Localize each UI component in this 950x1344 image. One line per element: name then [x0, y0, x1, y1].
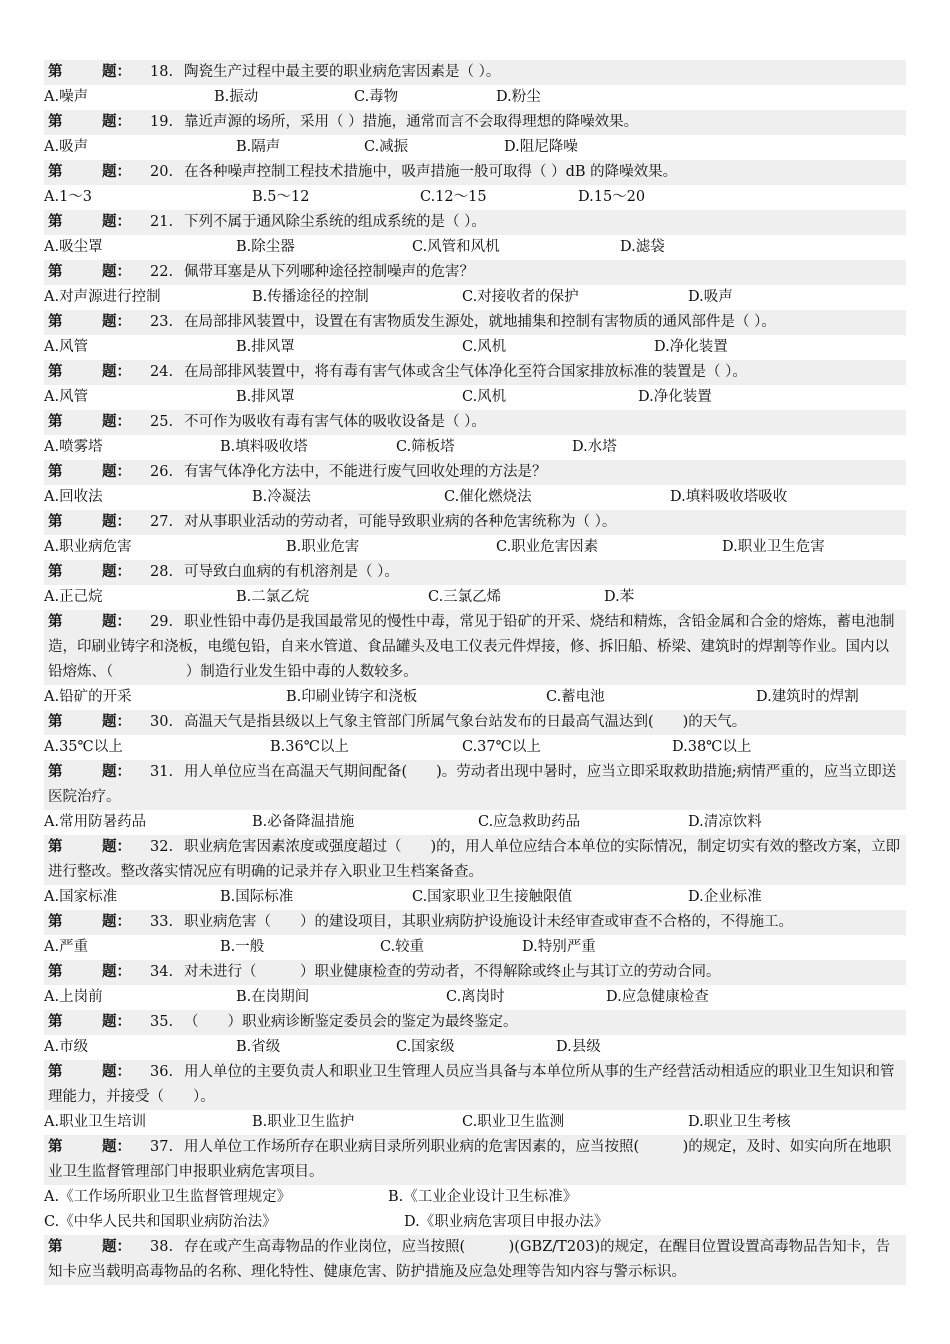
question-text: 佩带耳塞是从下列哪种途径控制噪声的危害？ [184, 264, 474, 280]
options-row [44, 185, 906, 210]
question-label-suffix: 题： [102, 314, 131, 330]
answer-option: C.37℃以上 [462, 739, 541, 755]
answer-option: B.振动 [214, 89, 259, 105]
question-label-suffix: 题： [102, 964, 131, 980]
options-row [44, 685, 906, 710]
question-stem [44, 835, 906, 885]
question-label: 第 [48, 64, 63, 80]
question-number: 33. [150, 914, 174, 930]
answer-option: A.国家标准 [44, 889, 118, 905]
question-text: 职业性铅中毒仍是我国最常见的慢性中毒，常见于铅矿的开采、烧结和精炼，含铅金属和合金的熔炼，蓄电池制造，印刷业铸字和浇板，电缆包铅，自来水管道、食品罐头及电工仪表元件焊接，修、拆旧船、桥梁、建筑时的焊割等作业。国内以铅熔炼、（ ）制造行业发生铅中毒的人数较多。 [48, 614, 895, 680]
question-stem [44, 60, 906, 85]
answer-option: C.12～15 [420, 189, 487, 205]
answer-option: B.《工业企业设计卫生标准》 [388, 1189, 578, 1205]
question-label: 第 [48, 214, 63, 230]
question-label: 第 [48, 964, 63, 980]
question-text: 下列不属于通风除尘系统的组成系统的是（ ）。 [184, 214, 486, 230]
options-row [44, 235, 906, 260]
answer-option: D.特别严重 [522, 939, 596, 955]
answer-option: D.吸声 [688, 289, 733, 305]
answer-option: C.国家职业卫生接触限值 [412, 889, 573, 905]
question-number: 24. [150, 364, 174, 380]
answer-option: B.必备降温措施 [252, 814, 355, 830]
question-text: 在局部排风装置中，设置在有害物质发生源处，就地捕集和控制有害物质的通风部件是（ ）。 [184, 314, 776, 330]
answer-option: A.职业卫生培训 [44, 1114, 147, 1130]
answer-option: D.应急健康检查 [606, 989, 709, 1005]
question-label-suffix: 题： [102, 164, 131, 180]
question-label-suffix: 题： [102, 414, 131, 430]
answer-option: A.上岗前 [44, 989, 103, 1005]
question-label-suffix: 题： [102, 714, 131, 730]
answer-option: D.建筑时的焊割 [756, 689, 859, 705]
options-row [44, 285, 906, 310]
answer-option: C.三氯乙烯 [428, 589, 502, 605]
question-number: 26. [150, 464, 174, 480]
options-row [44, 85, 906, 110]
question-stem [44, 110, 906, 135]
options-row [44, 135, 906, 160]
question-label-suffix: 题： [102, 1239, 131, 1255]
options-row [44, 385, 906, 410]
question-stem [44, 260, 906, 285]
question-label: 第 [48, 114, 63, 130]
answer-option: B.排风罩 [236, 389, 295, 405]
answer-option: C.较重 [380, 939, 425, 955]
question-label: 第 [48, 1064, 63, 1080]
question-label: 第 [48, 164, 63, 180]
answer-option: B.冷凝法 [252, 489, 311, 505]
question-label-suffix: 题： [102, 64, 131, 80]
question-label: 第 [48, 1139, 63, 1155]
options-row [44, 1185, 906, 1210]
answer-option: D.企业标准 [688, 889, 762, 905]
answer-option: C.《中华人民共和国职业病防治法》 [44, 1214, 277, 1230]
question-number: 31. [150, 764, 174, 780]
answer-option: D.滤袋 [620, 239, 665, 255]
question-label: 第 [48, 564, 63, 580]
answer-option: D.职业卫生考核 [688, 1114, 791, 1130]
question-number: 20. [150, 164, 174, 180]
answer-option: D.粉尘 [496, 89, 541, 105]
answer-option: A.职业病危害 [44, 539, 132, 555]
question-label-suffix: 题： [102, 1014, 131, 1030]
answer-option: C.风机 [462, 389, 507, 405]
answer-option: B.填料吸收塔 [220, 439, 308, 455]
question-text: 对未进行（ ）职业健康检查的劳动者，不得解除或终止与其订立的劳动合同。 [184, 964, 721, 980]
question-number: 32. [150, 839, 174, 855]
answer-option: B.除尘器 [236, 239, 295, 255]
question-stem [44, 360, 906, 385]
answer-option: B.印刷业铸字和浇板 [286, 689, 418, 705]
options-row [44, 1035, 906, 1060]
question-label: 第 [48, 514, 63, 530]
question-text: 用人单位的主要负责人和职业卫生管理人员应当具备与本单位所从事的生产经营活动相适应的职业卫生知识和管理能力，并接受（ ）。 [48, 1064, 895, 1105]
options-row [44, 935, 906, 960]
question-text: 用人单位工作场所存在职业病目录所列职业病的危害因素的，应当按照( )的规定，及时、如实向所在地职业卫生监督管理部门申报职业病危害项目。 [48, 1139, 892, 1180]
question-list [44, 60, 906, 1285]
answer-option: A.1～3 [44, 189, 93, 205]
answer-option: A.严重 [44, 939, 89, 955]
options-row [44, 735, 906, 760]
answer-option: A.对声源进行控制 [44, 289, 161, 305]
question-text: 用人单位应当在高温天气期间配备( )。劳动者出现中暑时，应当立即采取救助措施;病情严重的，应当立即送医院治疗。 [48, 764, 897, 805]
question-label: 第 [48, 464, 63, 480]
question-text: 对从事职业活动的劳动者，可能导致职业病的各种危害统称为（ ）。 [184, 514, 617, 530]
question-stem [44, 1060, 906, 1110]
answer-option: C.毒物 [354, 89, 399, 105]
answer-option: C.国家级 [396, 1039, 455, 1055]
question-label-suffix: 题： [102, 364, 131, 380]
question-text: 在局部排风装置中，将有毒有害气体或含尘气体净化至符合国家排放标准的装置是（ ）。 [184, 364, 747, 380]
answer-option: D.阻尼降噪 [504, 139, 578, 155]
question-label-suffix: 题： [102, 114, 131, 130]
question-label: 第 [48, 614, 63, 630]
question-text: 存在或产生高毒物品的作业岗位，应当按照( )(GBZ/T203)的规定，在醒目位置设置高毒物品告知卡，告知卡应当载明高毒物品的名称、理化特性、健康危害、防护措施及应急处理等告知内容与警示标识。 [48, 1239, 891, 1280]
answer-option: A.噪声 [44, 89, 89, 105]
answer-option: C.减振 [364, 139, 409, 155]
answer-option: B.传播途径的控制 [252, 289, 369, 305]
question-label: 第 [48, 264, 63, 280]
answer-option: B.职业危害 [286, 539, 360, 555]
question-label: 第 [48, 764, 63, 780]
answer-option: D.水塔 [572, 439, 617, 455]
options-row [44, 1210, 906, 1235]
question-stem [44, 410, 906, 435]
answer-option: B.职业卫生监护 [252, 1114, 355, 1130]
question-label: 第 [48, 364, 63, 380]
question-label-suffix: 题： [102, 264, 131, 280]
question-text: 职业病危害因素浓度或强度超过（ )的，用人单位应结合本单位的实际情况，制定切实有效的整改方案，立即进行整改。整改落实情况应有明确的记录并存入职业卫生档案备查。 [48, 839, 901, 880]
question-number: 36. [150, 1064, 174, 1080]
question-label-suffix: 题： [102, 214, 131, 230]
answer-option: D.清凉饮料 [688, 814, 762, 830]
options-row [44, 485, 906, 510]
question-number: 34. [150, 964, 174, 980]
question-stem [44, 510, 906, 535]
question-number: 37. [150, 1139, 174, 1155]
question-stem [44, 160, 906, 185]
question-label: 第 [48, 414, 63, 430]
answer-option: A.风管 [44, 389, 89, 405]
answer-option: C.风机 [462, 339, 507, 355]
question-number: 23. [150, 314, 174, 330]
question-number: 29. [150, 614, 174, 630]
answer-option: D.职业卫生危害 [722, 539, 825, 555]
question-number: 18. [150, 64, 174, 80]
answer-option: D.苯 [604, 589, 635, 605]
options-row [44, 985, 906, 1010]
question-stem [44, 460, 906, 485]
answer-option: A.35℃以上 [44, 739, 123, 755]
question-label: 第 [48, 1014, 63, 1030]
answer-option: D.净化装置 [654, 339, 728, 355]
answer-option: B.隔声 [236, 139, 281, 155]
answer-option: A.正己烷 [44, 589, 103, 605]
answer-option: A.吸尘罩 [44, 239, 103, 255]
question-stem [44, 1135, 906, 1185]
question-stem [44, 910, 906, 935]
answer-option: A.市级 [44, 1039, 89, 1055]
question-text: （ ）职业病诊断鉴定委员会的鉴定为最终鉴定。 [184, 1014, 518, 1030]
options-row [44, 1110, 906, 1135]
question-label-suffix: 题： [102, 1064, 131, 1080]
question-stem [44, 1010, 906, 1035]
question-label: 第 [48, 1239, 63, 1255]
options-row [44, 435, 906, 460]
answer-option: A.风管 [44, 339, 89, 355]
answer-option: C.职业卫生监测 [462, 1114, 565, 1130]
question-number: 25. [150, 414, 174, 430]
answer-option: C.应急救助药品 [478, 814, 581, 830]
question-label: 第 [48, 714, 63, 730]
question-number: 28. [150, 564, 174, 580]
question-stem [44, 960, 906, 985]
question-label-suffix: 题： [102, 764, 131, 780]
answer-option: D.净化装置 [638, 389, 712, 405]
question-label-suffix: 题： [102, 839, 131, 855]
answer-option: D.填料吸收塔吸收 [670, 489, 788, 505]
answer-option: A.喷雾塔 [44, 439, 103, 455]
question-text: 陶瓷生产过程中最主要的职业病危害因素是（ ）。 [184, 64, 501, 80]
answer-option: C.催化燃烧法 [444, 489, 532, 505]
answer-option: C.筛板塔 [396, 439, 455, 455]
answer-option: A.《工作场所职业卫生监督管理规定》 [44, 1189, 292, 1205]
question-label-suffix: 题： [102, 514, 131, 530]
question-stem [44, 760, 906, 810]
answer-option: A.铅矿的开采 [44, 689, 132, 705]
question-text: 有害气体净化方法中，不能进行废气回收处理的方法是？ [184, 464, 547, 480]
question-number: 21. [150, 214, 174, 230]
options-row [44, 885, 906, 910]
question-stem [44, 310, 906, 335]
question-number: 22. [150, 264, 174, 280]
answer-option: C.离岗时 [446, 989, 505, 1005]
answer-option: D.《职业病危害项目申报办法》 [404, 1214, 609, 1230]
answer-option: C.风管和风机 [412, 239, 500, 255]
question-label-suffix: 题： [102, 614, 131, 630]
answer-option: B.省级 [236, 1039, 281, 1055]
answer-option: D.县级 [556, 1039, 601, 1055]
question-label: 第 [48, 314, 63, 330]
question-stem [44, 1235, 906, 1285]
answer-option: A.回收法 [44, 489, 103, 505]
question-number: 30. [150, 714, 174, 730]
answer-option: B.排风罩 [236, 339, 295, 355]
options-row [44, 585, 906, 610]
question-label-suffix: 题： [102, 914, 131, 930]
question-label-suffix: 题： [102, 1139, 131, 1155]
answer-option: C.对接收者的保护 [462, 289, 579, 305]
question-text: 职业病危害（ ）的建设项目，其职业病防护设施设计未经审查或审查不合格的，不得施工。 [184, 914, 793, 930]
question-text: 不可作为吸收有毒有害气体的吸收设备是（ ）。 [184, 414, 486, 430]
question-number: 19. [150, 114, 174, 130]
question-label: 第 [48, 839, 63, 855]
answer-option: B.36℃以上 [270, 739, 349, 755]
answer-option: B.一般 [220, 939, 265, 955]
options-row [44, 535, 906, 560]
question-label-suffix: 题： [102, 464, 131, 480]
answer-option: B.在岗期间 [236, 989, 310, 1005]
answer-option: D.15～20 [578, 189, 646, 205]
options-row [44, 810, 906, 835]
answer-option: D.38℃以上 [672, 739, 752, 755]
question-text: 高温天气是指县级以上气象主管部门所属气象台站发布的日最高气温达到( )的天气。 [184, 714, 747, 730]
answer-option: B.5～12 [252, 189, 310, 205]
question-stem [44, 560, 906, 585]
question-text: 靠近声源的场所，采用（ ）措施，通常而言不会取得理想的降噪效果。 [184, 114, 639, 130]
answer-option: C.蓄电池 [546, 689, 605, 705]
question-stem [44, 710, 906, 735]
question-text: 在各种噪声控制工程技术措施中，吸声措施一般可取得（ ）dB 的降噪效果。 [184, 164, 678, 180]
question-text: 可导致白血病的有机溶剂是（ ）。 [184, 564, 399, 580]
question-stem [44, 610, 906, 685]
answer-option: C.职业危害因素 [496, 539, 599, 555]
question-label-suffix: 题： [102, 564, 131, 580]
answer-option: B.国际标准 [220, 889, 294, 905]
answer-option: A.吸声 [44, 139, 89, 155]
question-number: 35. [150, 1014, 174, 1030]
options-row [44, 335, 906, 360]
question-number: 38. [150, 1239, 174, 1255]
question-number: 27. [150, 514, 174, 530]
answer-option: A.常用防暑药品 [44, 814, 147, 830]
question-label: 第 [48, 914, 63, 930]
answer-option: B.二氯乙烷 [236, 589, 310, 605]
question-stem [44, 210, 906, 235]
